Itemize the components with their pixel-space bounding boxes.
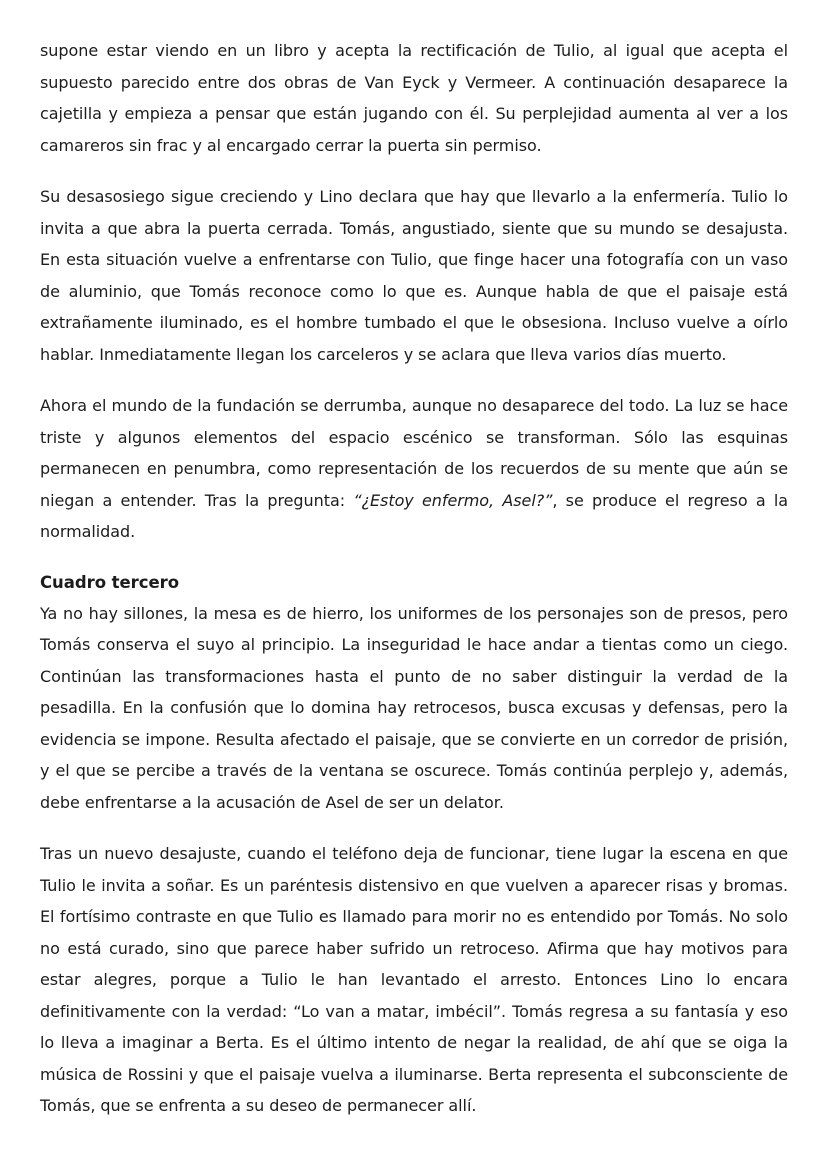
paragraph-3-quote: “¿Estoy enfermo, Asel?” (353, 490, 553, 510)
paragraph-4: Ya no hay sillones, la mesa es de hierro, los uniformes de los personajes son de presos, pero Tomás conserva el suyo al principio. La inseguridad le hace andar a tientas como un ciego. Continúan las transformaciones hasta el punto de no saber distinguir la verdad de la pesadilla. En la confusión que lo domina hay retrocesos, busca excusas y defensas, pero la evidencia se impone. Resulta afectado el paisaje, que se convierte en un corredor de prisión, y el que se percibe a través de la ventana se oscurece. Tomás continúa perplejo y, además, debe enfrentarse a la acusación de Asel de ser un delator. (40, 603, 788, 812)
paragraph-5: Tras un nuevo desajuste, cuando el teléfono deja de funcionar, tiene lugar la escena en que Tulio le invita a soñar. Es un paréntesis distensivo en que vuelven a aparecer risas y bromas. El fortísimo contraste en que Tulio es llamado para morir no es entendido por Tomás. No solo no está curado, sino que parece haber sufrido un retroceso. Afirma que hay motivos para estar alegres, porque a Tulio le han levantado el arresto. Entonces Lino lo encara definitivamente con la verdad: “Lo van a matar, imbécil”. Tomás regresa a su fantasía y eso lo lleva a imaginar a Berta. Es el último intento de negar la realidad, de ahí que se oiga la música de Rossini y que el paisaje vuelva a iluminarse. Berta representa el subconsciente de Tomás, que se enfrenta a su deseo de permanecer allí. (40, 844, 788, 1115)
section-heading: Cuadro tercero (40, 572, 179, 592)
paragraph-2: Su desasosiego sigue creciendo y Lino declara que hay que llevarlo a la enfermería. Tulio lo invita a que abra la puerta cerrada. Tomás, angustiado, siente que su mundo se desajusta. En esta situación vuelve a enfrentarse con Tulio, que finge hacer una fotografía con un vaso de aluminio, que Tomás reconoce como lo que es. Aunque habla de que el paisaje está extrañamente iluminado, es el hombre tumbado el que le obsesiona. Incluso vuelve a oírlo hablar. Inmediatamente llegan los carceleros y se aclara que lleva varios días muerto. (40, 187, 788, 364)
paragraph-3-before: Ahora el mundo de la fundación se derrumba, aunque no desaparece del todo. La luz se hace triste y algunos elementos del espacio escénico se transforman. Sólo las esquinas permanecen en penumbra, como representación de los recuerdos de su mente que aún se niegan a entender. Tras la pregunta: (40, 396, 788, 510)
paragraph-3-after: , se produce el regreso a la normalidad. (40, 490, 788, 541)
paragraph-3 (40, 390, 788, 548)
paragraph-1: supone estar viendo en un libro y acepta la rectificación de Tulio, al igual que acepta el supuesto parecido entre dos obras de Van Eyck y Vermeer. A continuación desaparece la cajetilla y empieza a pensar que están jugando con él. Su perplejidad aumenta al ver a los camareros sin frac y al encargado cerrar la puerta sin permiso. (40, 41, 788, 155)
